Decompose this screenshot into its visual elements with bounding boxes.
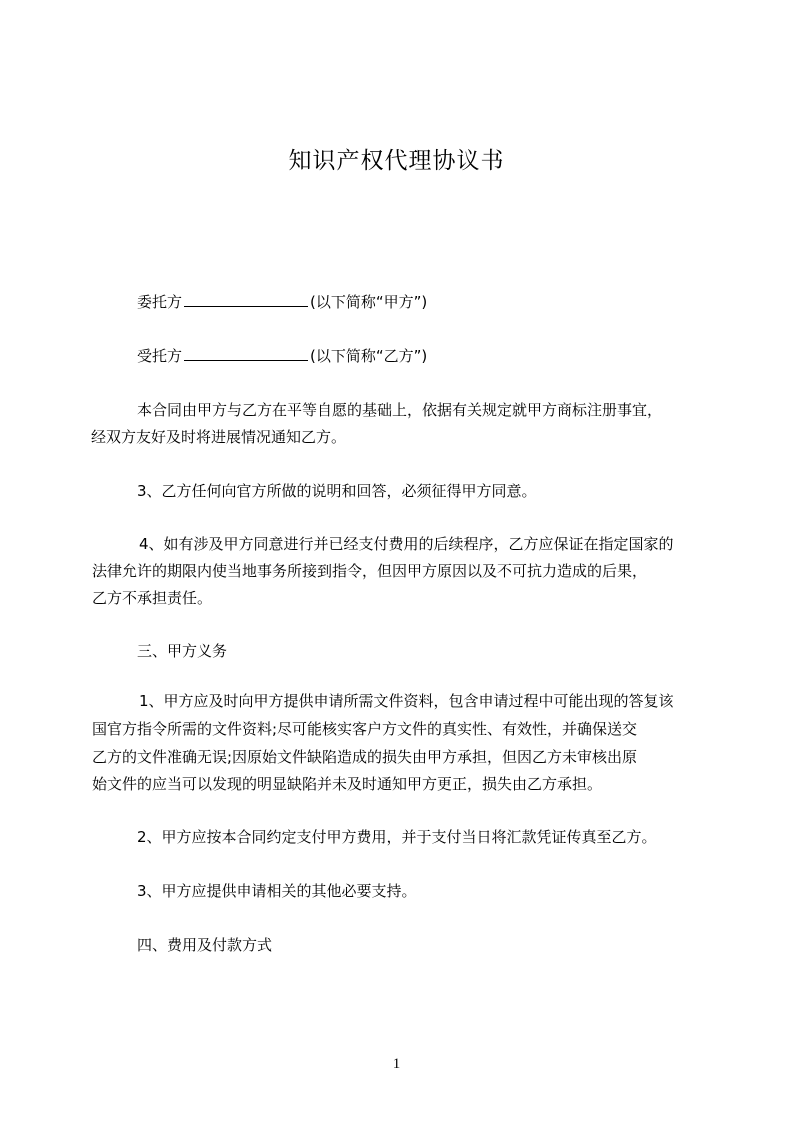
intro-line-2: 经双方友好及时将进展情况通知乙方。 [91,428,347,446]
s3-item-1-line-1: 1、甲方应及时向甲方提供申请所需文件资料，包含申请过程中可能出现的答复该 [139,692,674,710]
principal-line [137,291,777,312]
agent-blank [184,346,308,361]
section-4-heading: 四、费用及付款方式 [137,936,273,954]
s3-item-1-line-3: 乙方的文件准确无误;因原始文件缺陷造成的损失由甲方承担，但因乙方未审核出原 [92,748,638,766]
s3-item-3: 3、甲方应提供申请相关的其他必要支持。 [137,882,417,900]
item-4-line-3: 乙方不承担责任。 [92,589,213,607]
page-number: 1 [392,1056,401,1072]
intro-line-1: 本合同由甲方与乙方在平等自愿的基础上，依据有关规定就甲方商标注册事宜， [137,401,663,419]
agent-label: 受托方 [137,347,183,365]
s3-item-2: 2、甲方应按本合同约定支付甲方费用，并于支付当日将汇款凭证传真至乙方。 [137,828,657,846]
s3-item-1-line-2: 国官方指令所需的文件资料;尽可能核实客户方文件的真实性、有效性，并确保送交 [92,720,638,738]
agent-line [137,345,777,366]
principal-label: 委托方 [137,293,183,311]
item-4-line-2: 法律允许的期限内使当地事务所接到指令，但因甲方原因以及不可抗力造成的后果， [92,562,648,580]
item-4-line-1: 4、如有涉及甲方同意进行并已经支付费用的后续程序，乙方应保证在指定国家的 [139,535,674,553]
agent-suffix: (以下简称“乙方”) [310,347,428,365]
s3-item-1-line-4: 始文件的应当可以发现的明显缺陷并未及时通知甲方更正，损失由乙方承担。 [92,775,603,793]
section-3-heading: 三、甲方义务 [137,642,228,660]
principal-suffix: (以下简称“甲方”) [310,293,428,311]
document-title: 知识产权代理协议书 [288,148,505,174]
principal-blank [184,292,308,307]
item-3: 3、乙方任何向官方所做的说明和回答，必须征得甲方同意。 [137,482,537,500]
